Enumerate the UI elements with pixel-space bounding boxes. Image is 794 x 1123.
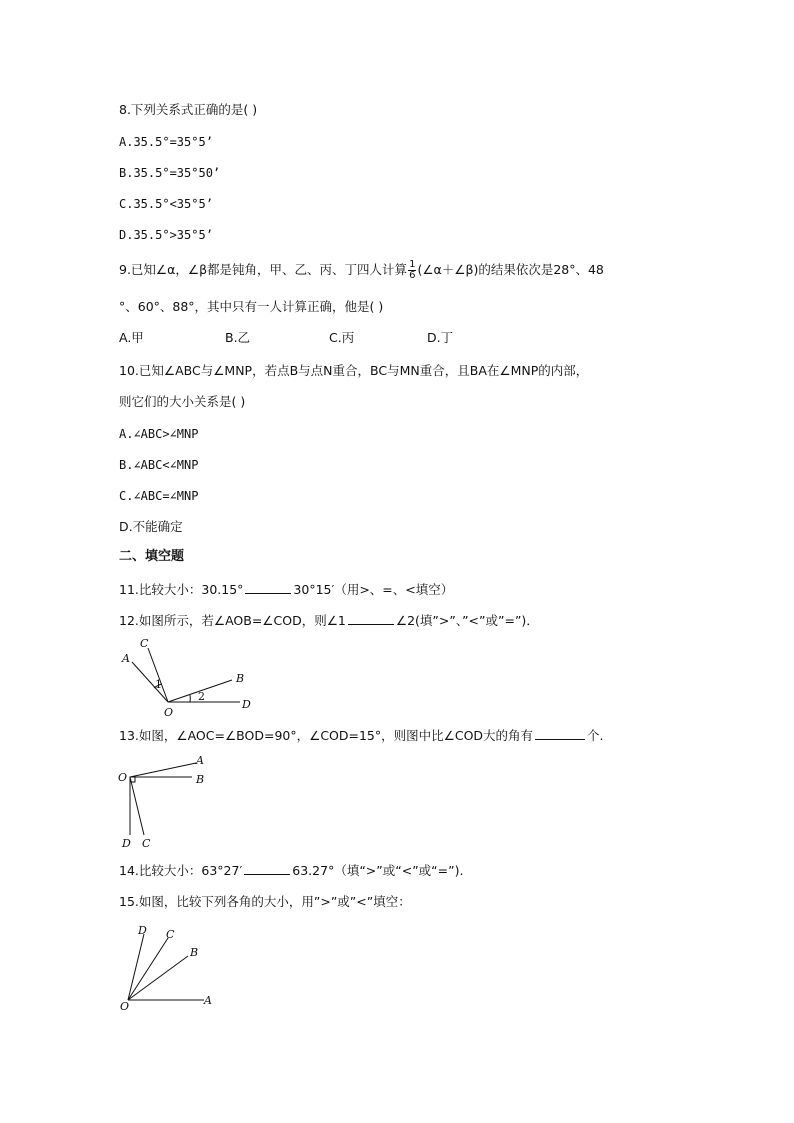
q13-figure: [118, 755, 218, 850]
q12-text-a: 12.如图所示，若∠AOB=∠COD，则∠1: [119, 613, 346, 628]
ray-oa: [132, 662, 168, 702]
ray-oc: [128, 938, 168, 1000]
label-c: C: [142, 837, 151, 850]
q13-line: [119, 727, 604, 744]
q15-figure: [118, 924, 228, 1016]
label-a: A: [204, 994, 212, 1007]
label-b: B: [196, 773, 205, 786]
q10-option-d: D.不能确定: [119, 519, 183, 534]
q9-frac-num: 1: [409, 259, 416, 270]
q14-line: [119, 862, 463, 879]
q11-text-a: 11.比较大小：30.15°: [119, 582, 244, 597]
q9-options: [119, 330, 453, 346]
q14-text-a: 14.比较大小：63°27′: [119, 863, 243, 878]
q9-option-d: D.丁: [427, 330, 454, 345]
label-d: D: [138, 924, 147, 937]
q11-line: [119, 581, 453, 598]
ray-oc: [130, 777, 144, 835]
q10-stem-line2: 则它们的大小关系是( ): [119, 394, 246, 409]
label-c: C: [166, 928, 175, 941]
q8-option-b: B.35.5°=35°50’: [119, 166, 221, 180]
ray-oc: [148, 648, 168, 702]
label-b: B: [190, 946, 199, 959]
q8-option-a: A.35.5°=35°5’: [119, 135, 213, 149]
label-a: A: [122, 652, 130, 665]
q8-option-d: D.35.5°>35°5’: [119, 228, 213, 242]
q9-stem-a: 9.已知∠α，∠β都是钝角，甲、乙、丙、丁四人计算: [119, 262, 408, 277]
label-d: D: [122, 837, 131, 850]
label-o: O: [120, 1000, 130, 1013]
q10-option-a: A.∠ABC>∠MNP: [119, 427, 199, 441]
q9-fraction: [408, 260, 416, 281]
label-angle-2: 2: [198, 690, 205, 703]
q10-option-c: C.∠ABC=∠MNP: [119, 489, 199, 503]
section-title: 二、填空题: [119, 549, 185, 564]
q12-line: [119, 612, 539, 629]
q14-answer-blank[interactable]: [244, 862, 290, 875]
ray-oa: [130, 763, 196, 777]
label-a: A: [196, 754, 204, 767]
q9-option-c: C.丙: [329, 330, 355, 345]
q12-text-b: ∠2(填”>”、”<”或”=”)．: [395, 613, 539, 628]
q9-stem-line1: [119, 260, 604, 281]
label-o: O: [118, 771, 128, 784]
q8-option-c: C.35.5°<35°5’: [119, 197, 213, 211]
q9-option-b: B.乙: [225, 330, 251, 345]
q10-option-b: B.∠ABC<∠MNP: [119, 458, 199, 472]
q12-figure: [118, 638, 258, 718]
q15-line: 15.如图，比较下列各角的大小，用”>”或”<”填空：: [119, 894, 411, 909]
q13-text-b: 个.: [587, 728, 604, 743]
q9-frac-den: 6: [409, 270, 416, 281]
q12-answer-blank[interactable]: [348, 612, 394, 625]
label-d: D: [242, 698, 251, 711]
label-o: O: [164, 706, 174, 719]
q14-text-b: 63.27°（填“>”或“<”或“=”).: [292, 863, 464, 878]
q11-text-b: 30°15′（用>、=、<填空）: [293, 582, 454, 597]
q8-stem: 8.下列关系式正确的是( ): [119, 102, 258, 117]
q9-stem-line2: °、60°、88°，其中只有一人计算正确，他是( ): [119, 299, 384, 314]
q9-stem-b: (∠α＋∠β)的结果依次是28°、48: [417, 262, 604, 277]
label-angle-1: 1: [155, 678, 162, 691]
q13-text-a: 13.如图，∠AOC=∠BOD=90°，∠COD=15°，则图中比∠COD大的角有: [119, 728, 534, 743]
q9-option-a: A.甲: [119, 330, 144, 345]
label-b: B: [236, 672, 245, 685]
q10-stem-line1: 10.已知∠ABC与∠MNP，若点B与点N重合，BC与MN重合，且BA在∠MNP的内部，: [119, 363, 589, 378]
label-c: C: [140, 637, 149, 650]
q11-answer-blank[interactable]: [245, 581, 291, 594]
q13-answer-blank[interactable]: [535, 727, 585, 740]
